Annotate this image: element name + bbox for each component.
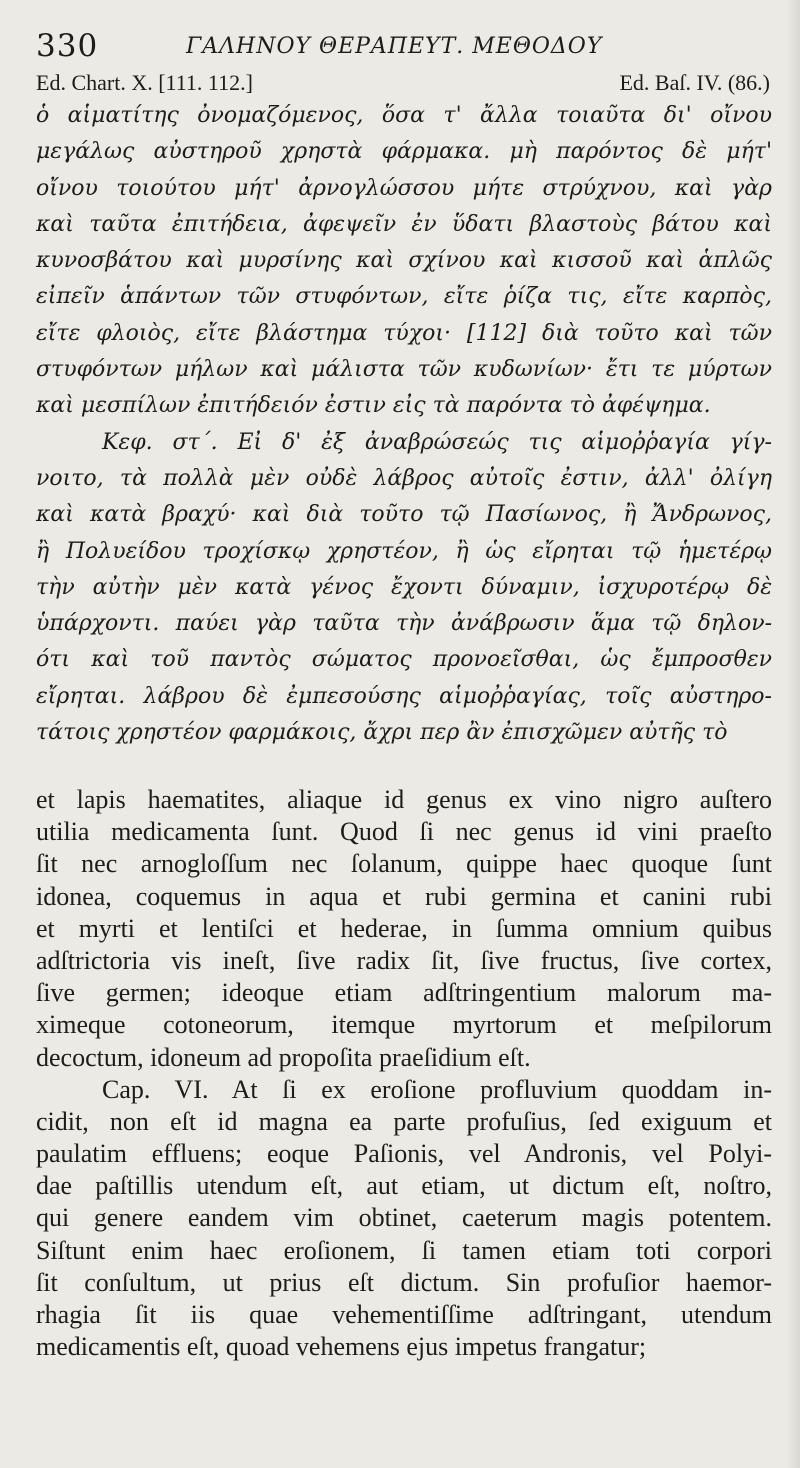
greek-line: μεγάλως αὐστηροῦ χρηστὰ φάρμακα. μὴ παρόντος δὲ μήτ' <box>36 139 772 165</box>
latin-line: decoctum, idoneum ad propoſita praeſidium eſt. <box>36 1042 531 1072</box>
greek-line: κυνοσβάτου καὶ μυρσίνης καὶ σχίνου καὶ κισσοῦ καὶ ἁπλῶς <box>36 248 772 274</box>
greek-line: τὴν αὐτὴν μὲν κατὰ γένος ἔχοντι δύναμιν, ἰσχυροτέρῳ δὲ <box>36 574 772 600</box>
latin-line: ſit conſultum, ut prius eſt dictum. Sin profuſior haemor- <box>36 1267 772 1297</box>
latin-line: ſive germen; ideoque etiam adſtringentium malorum ma- <box>36 978 772 1008</box>
latin-line: ſit nec arnogloſſum nec ſolanum, quippe haec quoque ſunt <box>36 849 772 879</box>
latin-line: Siſtunt enim haec eroſionem, ſi tamen etiam toti corpori <box>36 1235 772 1265</box>
latin-line: utilia medicamenta ſunt. Quod ſi nec genus id vini praeſto <box>36 817 772 847</box>
latin-line: idonea, coquemus in aqua et rubi germina et canini rubi <box>36 881 772 911</box>
greek-chapter-heading-line: Κεφ. στ΄. Εἰ δ' ἐξ ἀναβρώσεώς τις αἱμοῤῥαγία γίγ- <box>102 429 772 455</box>
edition-basel-ref: Ed. Baſ. IV. (86.) <box>619 70 770 95</box>
latin-line: rhagia ſit iis quae vehementiſſime adſtringant, utendum <box>36 1300 772 1329</box>
greek-line: τάτοις χρηστέον φαρμάκοις, ἄχρι περ ἂν ἐπισχῶμεν αὐτῆς τὸ <box>36 720 728 746</box>
page-number: 330 <box>36 28 99 64</box>
greek-line: ὁ αἱματίτης ὀνομαζόμενος, ὅσα τ' ἄλλα τοιαῦτα δι' οἴνου <box>36 103 772 128</box>
latin-line: et lapis haematites, aliaque id genus ex vino nigro auſtero <box>36 785 772 814</box>
page-edge-shadow <box>786 0 800 1468</box>
edition-chart-ref: Ed. Chart. X. [111. 112.] <box>36 70 253 95</box>
greek-line: καὶ μεσπίλων ἐπιτήδειόν ἐστιν εἰς τὰ παρόντα τὸ ἀφέψημα. <box>36 393 711 419</box>
latin-line: et myrti et lentiſci et hederae, in ſumma omnium quibus <box>36 913 772 943</box>
latin-line: dae paſtillis utendum eſt, aut etiam, ut dictum eſt, noſtro, <box>36 1171 772 1201</box>
latin-line: medicamentis eſt, quoad vehemens ejus impetus frangatur; <box>36 1332 647 1362</box>
greek-line: εἰπεῖν ἁπάντων τῶν στυφόντων, εἴτε ῥίζα τις, εἴτε καρπὸς, <box>36 284 772 310</box>
latin-line: paulatim effluens; eoque Paſionis, vel Andronis, vel Polyi- <box>36 1139 772 1169</box>
running-title: ΓΑΛΗΝΟΥ ΘΕΡΑΠΕΥΤ. ΜΕΘΟΔΟΥ <box>186 34 603 59</box>
greek-line: καὶ ταῦτα ἐπιτήδεια, ἀφεψεῖν ἐν ὕδατι βλαστοὺς βάτου καὶ <box>36 211 772 237</box>
greek-line: εἴτε φλοιὸς, εἴτε βλάστημα τύχοι· [112] διὰ τοῦτο καὶ τῶν <box>36 320 772 346</box>
edition-references <box>36 70 770 100</box>
greek-line: εἴρηται. λάβρου δὲ ἐμπεσούσης αἱμοῤῥαγίας, τοῖς αὐστηρο- <box>36 683 772 709</box>
latin-line: ximeque cotoneorum, itemque myrtorum et meſpilorum <box>36 1010 772 1040</box>
greek-line: ἢ Πολυείδου τροχίσκῳ χρηστέον, ἢ ὡς εἴρηται τῷ ἡμετέρῳ <box>36 538 772 564</box>
page-header <box>36 26 776 66</box>
greek-line: καὶ κατὰ βραχύ· καὶ διὰ τοῦτο τῷ Πασίωνος, ἢ Ἄνδρωνος, <box>36 502 772 528</box>
greek-line: νοιτο, τὰ πολλὰ μὲν οὐδὲ λάβρος αὐτοῖς ἐστιν, ἀλλ' ὀλίγη <box>36 465 772 491</box>
greek-line: στυφόντων μήλων καὶ μάλιστα τῶν κυδωνίων· ἔτι τε μύρτων <box>36 357 772 383</box>
latin-chapter-heading-line: Cap. VI. At ſi ex eroſione profluvium quoddam in- <box>102 1074 772 1104</box>
greek-line: ὑπάρχοντι. παύει γὰρ ταῦτα τὴν ἀνάβρωσιν ἅμα τῷ δηλον- <box>36 611 772 637</box>
greek-line: οἴνου τοιούτου μήτ' ἀρνογλώσσου μήτε στρύχνου, καὶ γὰρ <box>36 175 772 201</box>
latin-line: adſtrictoria vis ineſt, ſive radix ſit, ſive fructus, ſive cortex, <box>36 945 772 975</box>
greek-text-block <box>36 98 772 751</box>
greek-line: ότι καὶ τοῦ παντὸς σώματος προνοεῖσθαι, ὡς ἔμπροσθεν <box>36 647 772 673</box>
latin-text-block <box>36 784 772 1363</box>
latin-line: cidit, non eſt id magna ea parte profuſius, ſed exiguum et <box>36 1106 772 1136</box>
latin-line: qui genere eandem vim obtinet, caeterum magis potentem. <box>36 1203 772 1233</box>
